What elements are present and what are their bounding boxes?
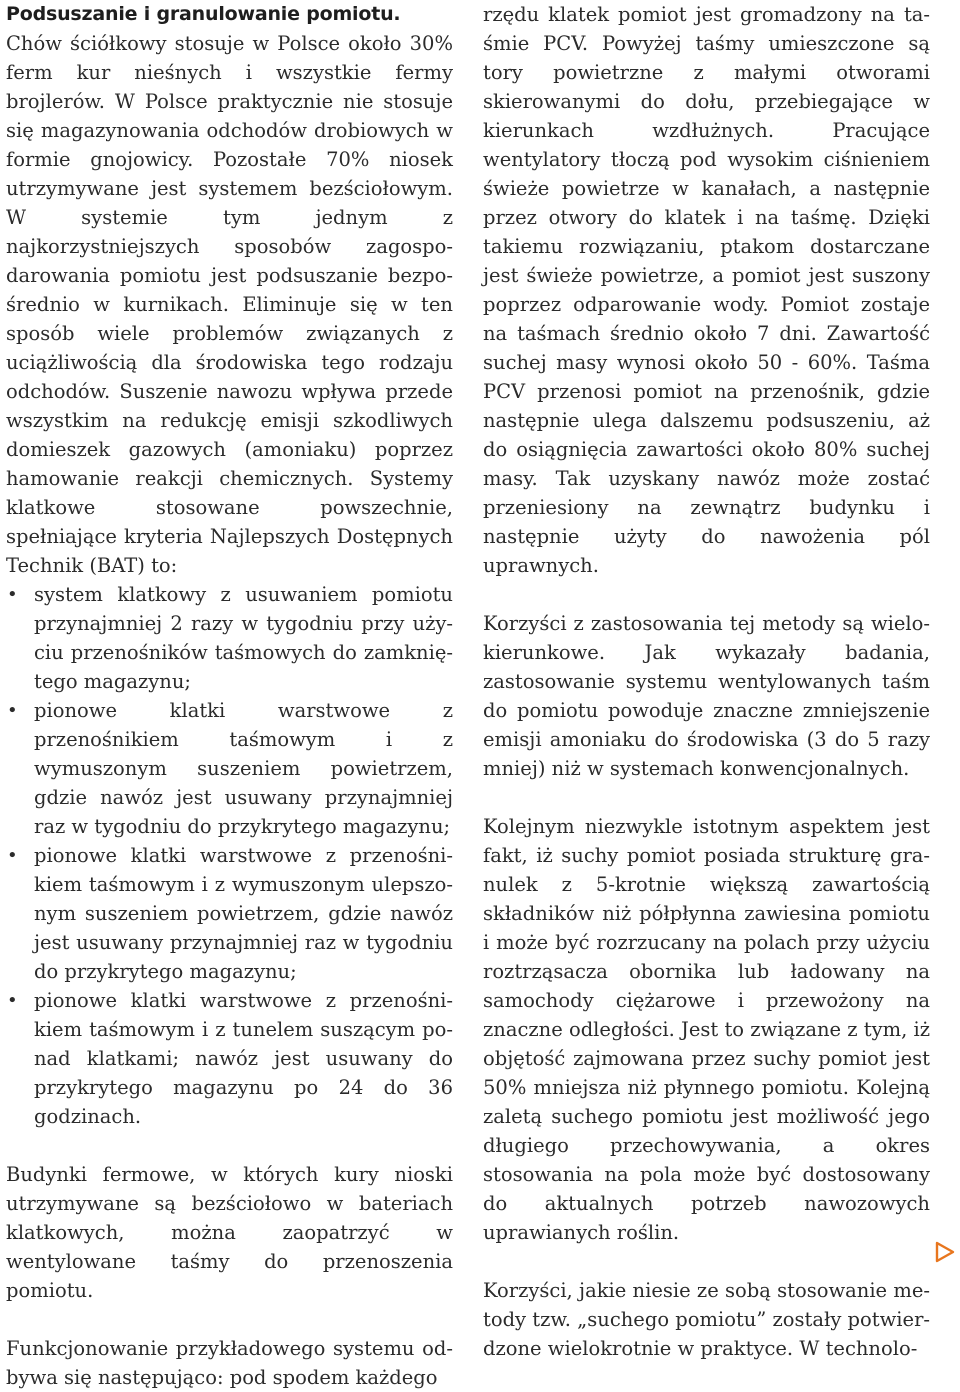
list-item: • pionowe klatki warstwowe z przenośnikiem taśmowym i z wymuszonym suszeniem powietrzem, gdzie nawóz jest usuwany przynajmniej raz w tygodniu do przykrytego magazynu; <box>6 696 453 841</box>
list-item: • pionowe klatki warstwowe z przenośnikiem taśmowym i z wymuszonym ulepszonym suszeniem powietrzem, gdzie nawóz jest usuwany przynajmniej raz w tygodniu do przykrytego magazynu; <box>6 841 453 986</box>
buildings-paragraph: Budynki fermowe, w których kury nioski utrzymywane są bezściołowo w bateriach klatkowych, można zaopatrzyć w wentylowane taśmy do przenoszenia pomiotu. <box>6 1163 453 1302</box>
list-item: • pionowe klatki warstwowe z przenośnikiem taśmowym i z tunelem suszącym ponad klatkami; nawóz jest usuwany do przykrytego magazynu po 24 do 36 godzinach. <box>6 986 453 1131</box>
practice-paragraph: Korzyści, jakie niesie ze sobą stosowanie metody tzw. „suchego pomiotu” zostały potwierdzone wielokrotnie w praktyce. W technolo- <box>483 1279 930 1360</box>
right-column <box>483 0 930 1363</box>
benefits-paragraph: Korzyści z zastosowania tej metody są wielokierunkowe. Jak wykazały badania, zastosowanie systemu wentylowanych taśm do pomiotu powoduje znaczne zmniejszenie emisji amoniaku do środowiska (3 do 5 razy mniej) niż w systemach konwencjonalnych. <box>483 612 930 780</box>
functioning-paragraph: Funkcjonowanie przykładowego systemu odbywa się następująco: pod spodem każdego <box>6 1337 453 1389</box>
list-item: • system klatkowy z usuwaniem pomiotu przynajmniej 2 razy w tygodniu przy użyciu przenośników taśmowych do zamkniętego magazynu; <box>6 580 453 696</box>
granule-paragraph: Kolejnym niezwykle istotnym aspektem jest fakt, iż suchy pomiot posiada strukturę granulek z 5-krotnie większą zawartością składników niż półpłynna zawiesina pomiotu i może być rozrzucany na polach przy użyciu roztrząsacza obornika lub ładowany na samochody ciężarowe i przewożony na znaczne odległości. Jest to związane z tym, iż objętość zajmowana przez suchy pomiot jest 50% mniejsza niż płynnego pomiotu. Kolejną zaletą suchego pomiotu jest możliwość jego długiego przechowywania, a okres stosowania na pola może być dostosowany do aktualnych potrzeb nawozowych uprawianych roślin. <box>483 815 930 1244</box>
left-column <box>6 0 453 1392</box>
section-heading: Podsuszanie i granulowanie pomiotu. <box>6 3 401 25</box>
continue-arrow-icon[interactable] <box>934 1241 956 1263</box>
bat-systems-list <box>6 580 453 1131</box>
conveyor-paragraph: rzędu klatek pomiot jest gromadzony na taśmie PCV. Powyżej taśmy umieszczone są tory powietrzne z małymi otworami skierowanymi do dołu, przebiegające w kierunkach wzdłużnych. Pracujące wentylatory tłoczą pod wysokim ciśnieniem świeże powietrze w kanałach, a następnie przez otwory do klatek i na taśmę. Dzięki takiemu rozwiązaniu, ptakom dostarczane jest świeże powietrze, a pomiot jest suszony poprzez odparowanie wody. Pomiot zostaje na taśmach średnio około 7 dni. Zawartość suchej masy wynosi około 50 - 60%. Taśma PCV przenosi pomiot na przenośnik, gdzie następnie ulega dalszemu podsuszeniu, aż do osiągnięcia zawartości około 80% suchej masy. Tak uzyskany nawóz może zostać przeniesiony na zewnątrz budynku i następnie użyty do nawożenia pól uprawnych. <box>483 3 930 577</box>
intro-paragraph: Chów ściółkowy stosuje w Polsce około 30% ferm kur nieśnych i wszystkie fermy brojlerów. W Polsce praktycznie nie stosuje się magazynowania odchodów drobiowych w formie gnojowicy. Pozostałe 70% niosek utrzymywane jest systemem bezściołowym. W systemie tym jednym z najkorzystniejszych sposobów zagospodarowania pomiotu jest podsuszanie bezpośrednio w kurnikach. Eliminuje się w ten sposób wiele problemów związanych z uciążliwością dla środowiska tego rodzaju odchodów. Suszenie nawozu wpływa przede wszystkim na redukcję emisji szkodliwych domieszek gazowych (amoniaku) poprzez hamowanie reakcji chemicznych. Systemy klatkowe stosowane powszechnie, spełniające kryteria Najlepszych Dostępnych Technik (BAT) to: <box>6 32 453 577</box>
